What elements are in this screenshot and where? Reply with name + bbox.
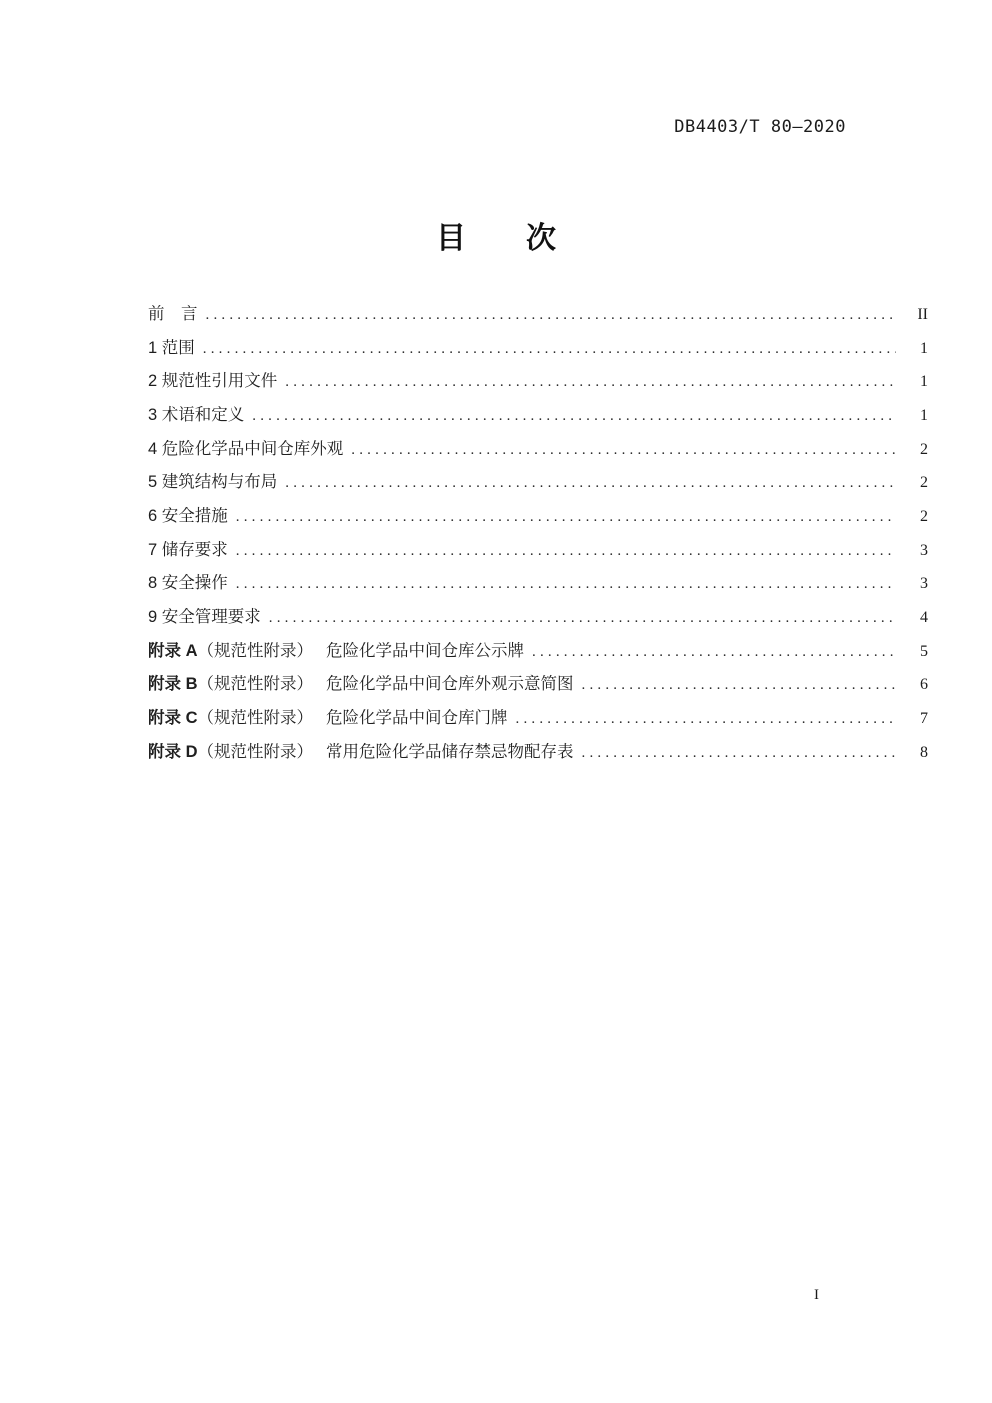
- appendix-paren: （规范性附录）: [197, 675, 313, 694]
- dot-leader: [203, 333, 896, 366]
- dot-leader: [206, 299, 897, 332]
- dot-leader: [269, 602, 896, 635]
- page-title: 目 次: [436, 222, 556, 255]
- toc-entry-label: 9 安全管理要求: [148, 607, 261, 626]
- toc-entry-page: 2: [920, 474, 928, 492]
- footer-page-number: I: [814, 1287, 819, 1303]
- standard-code: DB4403/T 80—2020: [674, 117, 846, 137]
- appendix-prefix: 附录 B: [148, 675, 198, 694]
- dot-leader: [252, 400, 896, 433]
- dot-leader: [285, 467, 896, 500]
- appendix-title: 常用危险化学品储存禁忌物配存表: [326, 742, 574, 761]
- dot-leader: [582, 669, 897, 702]
- toc-entry-page: 7: [920, 709, 928, 727]
- toc-entry-page: 3: [920, 575, 928, 593]
- appendix-prefix: 附录 D: [148, 742, 198, 761]
- toc-entry-safe-operation: [148, 567, 928, 601]
- dot-leader: [236, 501, 896, 534]
- toc-entry-label: 7 储存要求: [148, 540, 228, 559]
- toc-entry-label: 6 安全措施: [148, 506, 228, 525]
- toc-entry-appendix-a: [148, 635, 928, 669]
- toc-entry-scope: [148, 332, 928, 366]
- toc-entry-building-structure: [148, 466, 928, 500]
- appendix-title: 危险化学品中间仓库公示牌: [326, 641, 524, 660]
- toc-entry-label: 4 危险化学品中间仓库外观: [148, 439, 344, 458]
- toc-entry-page: 3: [920, 541, 928, 559]
- toc-entry-label: 8 安全操作: [148, 574, 228, 593]
- toc-entry-label: 1 范围: [148, 338, 195, 357]
- toc-entry-page: II: [917, 306, 928, 323]
- dot-leader: [582, 737, 897, 770]
- toc-entry-appendix-c: [148, 702, 928, 736]
- appendix-prefix: 附录 C: [148, 708, 198, 727]
- toc-entry-storage-requirements: [148, 534, 928, 568]
- toc-entry-label: 5 建筑结构与布局: [148, 473, 278, 492]
- appendix-paren: （规范性附录）: [197, 708, 313, 727]
- toc-entry-label: 3 术语和定义: [148, 405, 245, 424]
- appendix-paren: （规范性附录）: [197, 641, 313, 660]
- toc-entry-safety-management: [148, 601, 928, 635]
- toc-entry-safety-measures: [148, 500, 928, 534]
- dot-leader: [285, 366, 896, 399]
- toc-entry-foreword: [148, 298, 928, 332]
- toc-entry-page: 2: [920, 440, 928, 458]
- toc-entry-warehouse-appearance: [148, 433, 928, 467]
- toc-entry-label: 2 规范性引用文件: [148, 372, 278, 391]
- toc-entry-page: 6: [920, 676, 928, 694]
- dot-leader: [516, 703, 897, 736]
- dot-leader: [236, 535, 896, 568]
- dot-leader: [532, 636, 896, 669]
- dot-leader: [236, 568, 896, 601]
- toc-list: [148, 298, 928, 769]
- toc-entry-page: 1: [920, 406, 928, 424]
- toc-entry-terms-definitions: [148, 399, 928, 433]
- toc-entry-page: 1: [920, 339, 928, 357]
- dot-leader: [351, 434, 896, 467]
- toc-entry-label: 前 言: [148, 305, 198, 323]
- toc-entry-appendix-b: [148, 668, 928, 702]
- toc-entry-page: 4: [920, 608, 928, 626]
- toc-entry-page: 2: [920, 507, 928, 525]
- appendix-prefix: 附录 A: [148, 641, 198, 660]
- appendix-title: 危险化学品中间仓库外观示意简图: [326, 675, 574, 694]
- toc-entry-appendix-d: [148, 736, 928, 770]
- toc-entry-normative-references: [148, 365, 928, 399]
- appendix-paren: （规范性附录）: [197, 742, 313, 761]
- toc-entry-page: 8: [920, 743, 928, 761]
- appendix-title: 危险化学品中间仓库门牌: [326, 708, 508, 727]
- toc-entry-page: 1: [920, 373, 928, 391]
- toc-entry-page: 5: [920, 642, 928, 660]
